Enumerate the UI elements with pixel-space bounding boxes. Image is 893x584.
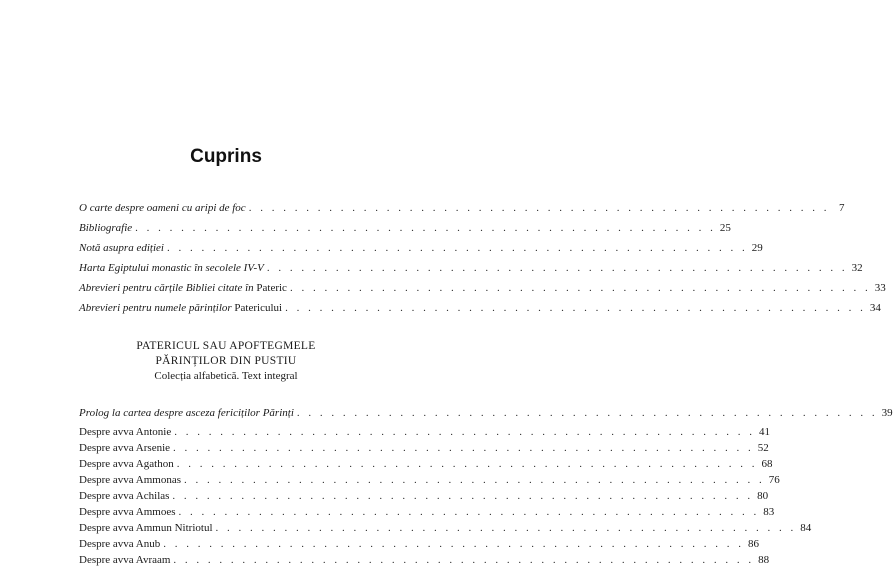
toc-entry-title-plain: Patericului: [234, 302, 283, 314]
toc-entry-title: Despre avva Ammun Nitriotul: [79, 522, 213, 534]
toc-entry-page: 86: [748, 538, 760, 550]
toc-leader-dots: . . . . . . . . . . . . . . . . . . . . . . . . . . . . . . . . . . . . . . . . . . . . . . . . . . .: [296, 407, 878, 419]
toc-entry-page: 34: [869, 302, 881, 314]
toc-entry[interactable]: [79, 472, 780, 488]
toc-entry[interactable]: [79, 220, 731, 236]
toc-leader-dots: . . . . . . . . . . . . . . . . . . . . . . . . . . . . . . . . . . . . . . . . . . . . . . . . . . .: [135, 222, 716, 234]
toc-leader-dots: . . . . . . . . . . . . . . . . . . . . . . . . . . . . . . . . . . . . . . . . . . . . . . . . . . .: [176, 458, 758, 470]
toc-entry-page: 52: [757, 442, 769, 454]
toc-leader-dots: . . . . . . . . . . . . . . . . . . . . . . . . . . . . . . . . . . . . . . . . . . . . . . . . . . .: [166, 242, 748, 254]
toc-entry-page: 76: [768, 474, 780, 486]
toc-entry-title: Prolog la cartea despre asceza fericiților Părinți: [79, 407, 294, 419]
toc-entry-title: Bibliografie: [79, 222, 133, 234]
toc-entry-page: 7: [838, 202, 845, 214]
toc-entry-title: Despre avva Anub: [79, 538, 161, 550]
page-heading: Cuprins: [190, 146, 262, 167]
toc-entry-title: Despre avva Antonie: [79, 426, 172, 438]
section-title-line-1: PATERICUL SAU APOFTEGMELE: [136, 340, 316, 352]
toc-entry-title: Abrevieri pentru numele părinților: [79, 302, 232, 314]
toc-leader-dots: . . . . . . . . . . . . . . . . . . . . . . . . . . . . . . . . . . . . . . . . . . . . . . . . . . .: [266, 262, 848, 274]
section-title-line-2: PĂRINȚILOR DIN PUSTIU: [155, 355, 297, 367]
toc-entry-page: 68: [761, 458, 773, 470]
toc-leader-dots: . . . . . . . . . . . . . . . . . . . . . . . . . . . . . . . . . . . . . . . . . . . . . . . . . . .: [174, 426, 755, 438]
toc-entry[interactable]: [79, 440, 769, 456]
toc-entry-page: 41: [759, 426, 770, 438]
toc-leader-dots: . . . . . . . . . . . . . . . . . . . . . . . . . . . . . . . . . . . . . . . . . . . . . . . . . . .: [289, 282, 871, 294]
toc-entry[interactable]: [79, 536, 760, 552]
toc-entry[interactable]: [79, 504, 775, 520]
toc-leader-dots: . . . . . . . . . . . . . . . . . . . . . . . . . . . . . . . . . . . . . . . . . . . . . . . . . . .: [163, 538, 745, 550]
toc-entry-title: Despre avva Avraam: [79, 554, 171, 566]
toc-entry-page: 88: [758, 554, 770, 566]
toc-entry[interactable]: [79, 240, 763, 256]
toc-leader-dots: . . . . . . . . . . . . . . . . . . . . . . . . . . . . . . . . . . . . . . . . . . . . . . . . . . .: [173, 442, 754, 454]
toc-entry-title: O carte despre oameni cu aripi de foc: [79, 202, 246, 214]
toc-entry-title: Harta Egiptului monastic în secolele IV-V: [79, 262, 264, 274]
toc-entry-title: Despre avva Ammonas: [79, 474, 182, 486]
toc-entry-page: 33: [874, 282, 886, 294]
toc-entry-page: 29: [751, 242, 763, 254]
toc-entry[interactable]: [79, 488, 769, 504]
toc-entry[interactable]: [79, 520, 812, 536]
toc-entry[interactable]: [79, 300, 881, 316]
toc-entry[interactable]: [79, 552, 770, 568]
toc-entry-page: 32: [851, 262, 863, 274]
section-subtitle: Colecția alfabetică. Text integral: [154, 370, 298, 382]
toc-entry[interactable]: [79, 260, 863, 276]
toc-leader-dots: . . . . . . . . . . . . . . . . . . . . . . . . . . . . . . . . . . . . . . . . . . . . . . . . . . .: [215, 522, 797, 534]
toc-entry-title: Despre avva Agathon: [79, 458, 174, 470]
toc-entry-page: 25: [719, 222, 731, 234]
toc-entry-page: 84: [800, 522, 812, 534]
toc-entry-page: 39: [881, 407, 893, 419]
toc-leader-dots: . . . . . . . . . . . . . . . . . . . . . . . . . . . . . . . . . . . . . . . . . . . . . . . . . . .: [248, 202, 830, 214]
toc-entry-title-plain: Pateric: [256, 282, 287, 294]
toc-leader-dots: . . . . . . . . . . . . . . . . . . . . . . . . . . . . . . . . . . . . . . . . . . . . . . . . . . .: [178, 506, 760, 518]
toc-entry[interactable]: [79, 280, 886, 296]
toc-entry-title: Despre avva Arsenie: [79, 442, 171, 454]
toc-entry-title: Abrevieri pentru cărțile Bibliei citate în: [79, 282, 254, 294]
toc-entry-page: 83: [763, 506, 775, 518]
toc-entry[interactable]: [79, 405, 893, 421]
toc-leader-dots: . . . . . . . . . . . . . . . . . . . . . . . . . . . . . . . . . . . . . . . . . . . . . . . . . . .: [285, 302, 866, 314]
toc-leader-dots: . . . . . . . . . . . . . . . . . . . . . . . . . . . . . . . . . . . . . . . . . . . . . . . . . . .: [173, 554, 755, 566]
toc-entry[interactable]: [79, 456, 773, 472]
toc-entry[interactable]: [79, 200, 845, 216]
toc-entry[interactable]: [79, 424, 770, 440]
toc-leader-dots: . . . . . . . . . . . . . . . . . . . . . . . . . . . . . . . . . . . . . . . . . . . . . . . . . . .: [172, 490, 754, 502]
toc-entry-title: Despre avva Ammoes: [79, 506, 176, 518]
toc-entry-page: 80: [757, 490, 769, 502]
toc-leader-dots: . . . . . . . . . . . . . . . . . . . . . . . . . . . . . . . . . . . . . . . . . . . . . . . . . . .: [184, 474, 765, 486]
toc-entry-title: Despre avva Achilas: [79, 490, 170, 502]
toc-entry-title: Notă asupra ediției: [79, 242, 164, 254]
